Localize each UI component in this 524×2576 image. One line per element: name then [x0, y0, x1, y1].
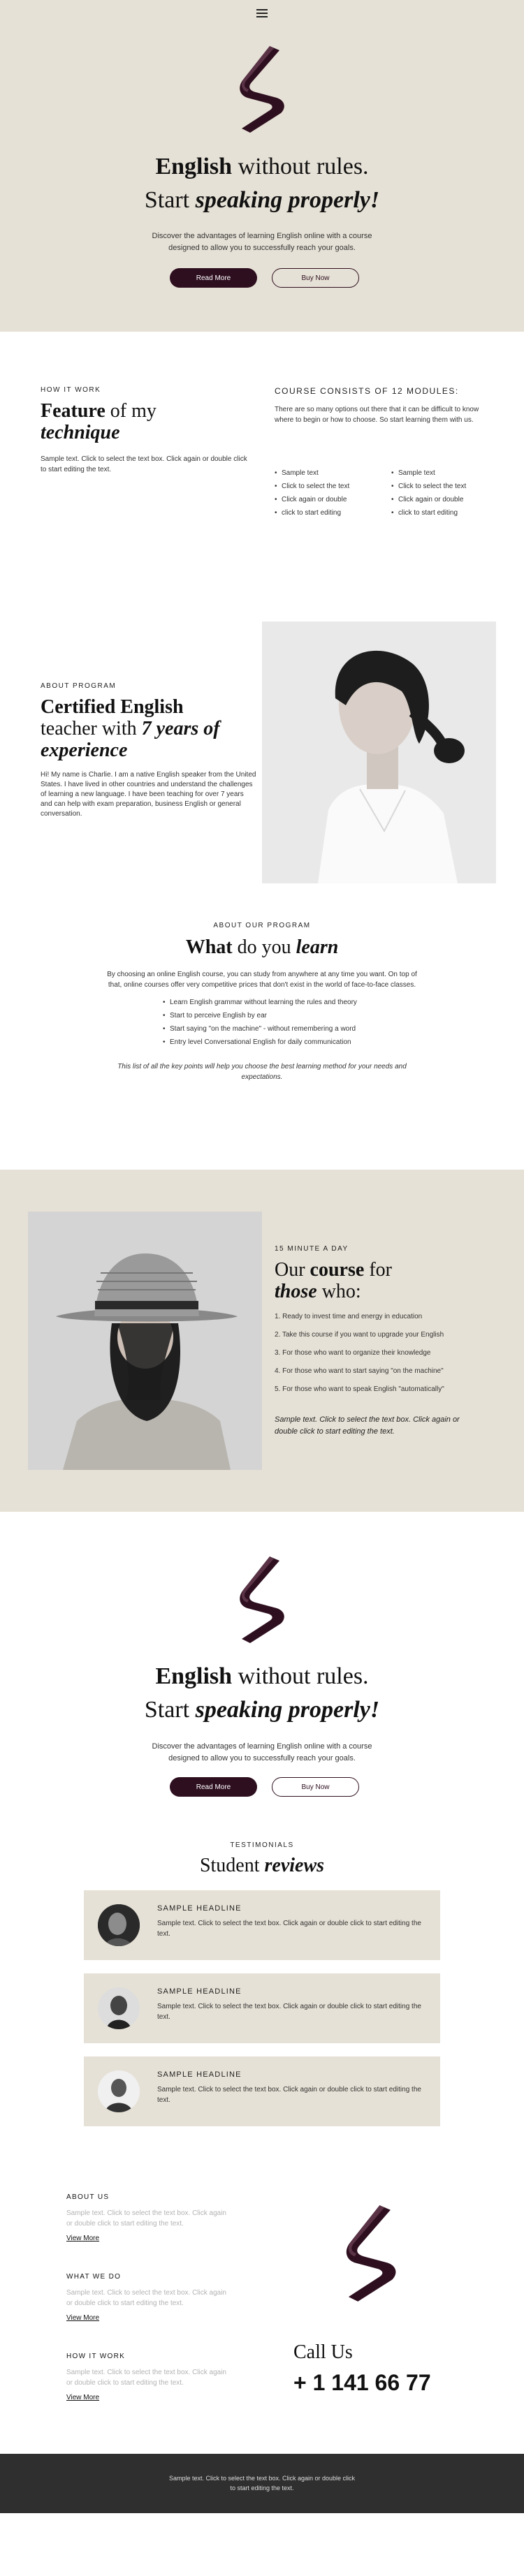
modules-text: There are so many options out there that it can be difficult to know where to begin or how to choose. So start learning them with us.	[275, 406, 479, 424]
learn-section	[0, 922, 524, 1170]
about-text: Hi! My name is Charlie. I am a native English speaker from the United States. I have lived in other countries and understand the challenges of learning a new language. I have been teaching for over 7 years and can help with exam preparation, business English or general conversation.	[41, 771, 256, 818]
hero2-title-bold-2: speaking properly!	[195, 1697, 380, 1723]
list-item: 3. For those who want to organize their knowledge	[275, 1349, 431, 1357]
feature-title-bold: Feature	[41, 400, 105, 422]
list-item: • Click again or double	[275, 493, 386, 506]
feature-title-regular: of my	[110, 400, 157, 422]
reviews-title	[0, 1854, 524, 1878]
feature-label: HOW IT WORK	[41, 386, 101, 394]
list-item: • click to start editing	[275, 506, 386, 520]
review-headline: SAMPLE HEADLINE	[157, 2070, 242, 2079]
review-card	[84, 1973, 440, 2043]
footer-info-section	[0, 2193, 524, 2454]
feature-title-italic: technique	[41, 422, 120, 443]
review-text: Sample text. Click to select the text box. Click again or double click to start editing the text.	[157, 1920, 421, 1938]
course-title-bold: course	[310, 1259, 365, 1281]
about-title-italic: 7 years of experience	[41, 718, 220, 761]
modules-title: COURSE CONSISTS OF 12 MODULES:	[275, 386, 459, 396]
footer-col-text: Sample text. Click to select the text box. Click again or double click to start editing the text.	[66, 2209, 226, 2228]
course-title-italic: those	[275, 1281, 317, 1302]
learn-text: By choosing an online English course, you can study from anywhere at any time you want. On top of that, online courses offer very competitive prices that don't exist in the world of face-to-face classes.	[107, 971, 417, 989]
about-title	[41, 696, 250, 761]
list-item: • Sample text	[391, 466, 503, 480]
hero2-title-regular-1: without rules.	[238, 1663, 369, 1689]
list-item: • click to start editing	[391, 506, 503, 520]
course-title	[275, 1259, 392, 1302]
read-more-button[interactable]: Read More	[170, 268, 257, 288]
about-title-bold: Certified English	[41, 696, 184, 718]
hat-woman-photo	[28, 1212, 262, 1470]
list-item: • Learn English grammar without learning the rules and theory	[163, 996, 386, 1009]
learn-list	[163, 996, 386, 1049]
reviews-title-regular: Student	[199, 1855, 260, 1876]
list-item: • Sample text	[275, 466, 386, 480]
hero-description: Discover the advantages of learning English online with a course designed to allow you to successfully reach your goals.	[152, 232, 372, 252]
feature-title	[41, 400, 157, 443]
learn-title-bold: What	[185, 936, 233, 958]
hero-title-regular-1: without rules.	[238, 154, 369, 179]
bottom-bar	[0, 2454, 524, 2513]
list-item: • Start to perceive English by ear	[163, 1009, 386, 1022]
learn-note: This list of all the key points will help you choose the best learning method for your needs and expectations.	[117, 1063, 407, 1081]
reviews-title-italic: reviews	[264, 1855, 325, 1876]
review-text: Sample text. Click to select the text box. Click again or double click to start editing the text.	[157, 2086, 421, 2104]
modules-list-right	[391, 466, 503, 520]
about-title-regular: teacher with	[41, 718, 137, 739]
course-label: 15 MINUTE A DAY	[275, 1245, 349, 1253]
course-list	[275, 1308, 498, 1399]
feature-text: Sample text. Click to select the text box. Click again or double click to start editing the text.	[41, 455, 247, 473]
footer-col-heading: WHAT WE DO	[66, 2273, 122, 2281]
buy-now-button[interactable]: Buy Now	[272, 268, 359, 288]
s-logo-icon	[236, 43, 286, 135]
list-item: 1. Ready to invest time and energy in education	[275, 1313, 423, 1320]
list-item: • Start saying "on the machine" - without remembering a word	[163, 1022, 386, 1036]
list-item: 5. For those who want to speak English "automatically"	[275, 1385, 444, 1393]
footer-col-about	[66, 2193, 234, 2244]
hero2-section	[0, 1512, 524, 1840]
s-logo-icon	[342, 2200, 398, 2306]
list-item: • Entry level Conversational English for daily communication	[163, 1036, 386, 1049]
view-more-link[interactable]: View More	[66, 2314, 100, 2322]
footer-col-what	[66, 2273, 234, 2323]
course-section	[0, 1170, 524, 1512]
buy-now-button[interactable]: Buy Now	[272, 1777, 359, 1797]
list-item: 2. Take this course if you want to upgrade your English	[275, 1331, 444, 1339]
course-title-regular-1: Our	[275, 1259, 305, 1281]
about-program-section	[0, 597, 524, 922]
footer-col-how	[66, 2353, 234, 2403]
course-title-regular-3: who:	[321, 1281, 361, 1302]
hero-title-bold-2: speaking properly!	[195, 187, 380, 213]
hero2-description: Discover the advantages of learning English online with a course designed to allow you to successfully reach your goals.	[152, 1742, 372, 1762]
feature-section	[0, 332, 524, 597]
menu-button[interactable]	[256, 8, 268, 18]
list-item: • Click to select the text	[275, 480, 386, 493]
hero2-title-bold-1: English	[155, 1663, 233, 1689]
list-item: 4. For those who want to start saying "on the machine"	[275, 1367, 444, 1375]
s-logo-icon	[236, 1554, 286, 1646]
course-title-regular-2: for	[369, 1259, 392, 1281]
learn-title	[0, 936, 524, 959]
bottom-bar-text: Sample text. Click to select the text box. Click again or double click to start editing the text.	[168, 2475, 356, 2492]
avatar	[98, 2070, 140, 2112]
footer-col-heading: ABOUT US	[66, 2193, 110, 2201]
about-label: ABOUT PROGRAM	[41, 682, 117, 690]
reviews-label: TESTIMONIALS	[230, 1841, 294, 1849]
hero-section	[0, 0, 524, 332]
hero2-title-regular-2: Start	[144, 1697, 190, 1723]
modules-list-left	[275, 466, 386, 520]
reviews-section	[0, 1840, 524, 2193]
avatar	[98, 1904, 140, 1946]
avatar	[98, 1987, 140, 2029]
view-more-link[interactable]: View More	[66, 2394, 100, 2401]
review-text: Sample text. Click to select the text box. Click again or double click to start editing the text.	[157, 2003, 421, 2021]
review-card	[84, 2056, 440, 2126]
learn-title-italic: learn	[296, 936, 339, 958]
read-more-button[interactable]: Read More	[170, 1777, 257, 1797]
footer-col-text: Sample text. Click to select the text box. Click again or double click to start editing the text.	[66, 2369, 226, 2387]
view-more-link[interactable]: View More	[66, 2235, 100, 2242]
learn-title-regular: do you	[237, 936, 291, 958]
hero-title-bold-1: English	[155, 154, 233, 179]
call-us-label: Call Us	[293, 2341, 353, 2363]
review-headline: SAMPLE HEADLINE	[157, 1904, 242, 1913]
course-note: Sample text. Click to select the text box. Click again or double click to start editing the text.	[275, 1415, 460, 1436]
hamburger-icon	[256, 8, 268, 18]
review-headline: SAMPLE HEADLINE	[157, 1987, 242, 1996]
hero-title-regular-2: Start	[144, 187, 190, 213]
hero2-title	[0, 1660, 524, 1727]
footer-col-text: Sample text. Click to select the text box. Click again or double click to start editing the text.	[66, 2289, 226, 2307]
list-item: • Click again or double	[391, 493, 503, 506]
phone-number[interactable]: + 1 141 66 77	[293, 2370, 431, 2395]
learn-label: ABOUT OUR PROGRAM	[213, 922, 311, 929]
teacher-photo	[262, 621, 496, 883]
review-card	[84, 1890, 440, 1960]
list-item: • Click to select the text	[391, 480, 503, 493]
footer-col-heading: HOW IT WORK	[66, 2353, 126, 2360]
hero-title	[0, 150, 524, 217]
